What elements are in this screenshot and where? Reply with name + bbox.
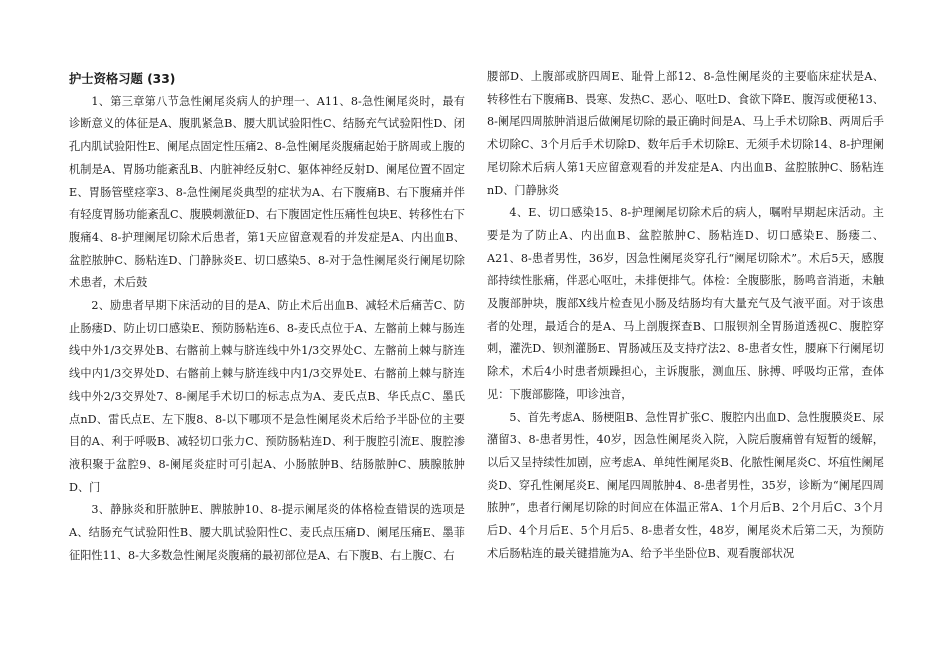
paragraph: 1、第三章第八节急性阑尾炎病人的护理一、A11、8-急性阑尾炎时，最有诊断意义的体征是A、腹肌紧急B、腰大肌试验阳性C、结肠充气试验阳性D、闭孔内肌试验阳性E、阑尾点固定性压痛2、8-急性阑尾炎腹痛起始于脐周或上腹的机制是A、胃肠功能紊乱B、内脏神经反射C、躯体神经反射D、阑尾位置不固定E、胃肠管壁痉挛3、8-急性阑尾炎典型的症状为A、右下腹痛B、右下腹痛并伴有轻度胃肠功能紊乱C、腹膜刺激征D、右下腹固定性压痛性包块E、转移性右下腹痛4、8-护理阑尾切除术后患者，第1天应留意观看的并发症是A、内出血B、盆腔脓肿C、肠粘连D、门静脉炎E、切口感染5、8-对于急性阑尾炎行阑尾切除术患者，术后鼓 bbox=[69, 94, 465, 290]
paragraph: 4、E、切口感染15、8-护理阑尾切除术后的病人，嘱咐早期起床活动。主要是为了防止A、内出血B、盆腔脓肿C、肠粘连D、切口感染E、肠瘘二、A21、8-患者男性，36岁，因急性阑尾炎穿孔行“阑尾切除术”。术后5天，感腹部持续性胀痛，伴恶心呕吐，未排便排气。体检：全腹膨胀，肠鸣音消逝，未触及腹部肿块，腹部X线片检查见小肠及结肠均有大量充气及气液平面。对于该患者的处理，最适合的是A、马上剖腹探查B、口服钡剂全胃肠道透视C、腹腔穿刺，灌洗D、钡剂灌肠E、胃肠减压及支持疗法2、8-患者女性，腰麻下行阑尾切除术，术后4小时患者烦躁担心，主诉腹胀，测血压、脉搏、呼吸均正常，查体见：下腹部膨隆，叩诊浊音， bbox=[487, 206, 884, 401]
paragraph: 5、首先考虑A、肠梗阻B、急性胃扩张C、腹腔内出血D、急性腹膜炎E、尿潴留3、8-患者男性，40岁，因急性阑尾炎入院，入院后腹痛曾有短暂的缓解，以后又呈持续性加剧，应考虑A、单纯性阑尾炎B、化脓性阑尾炎C、坏疽性阑尾炎D、穿孔性阑尾炎E、阑尾四周脓肿4、8-患者男性，35岁，诊断为“阑尾四周脓肿”，患者行阑尾切除的时间应在体温正常A、1个月后B、2个月后C、3个月后D、4个月后E、5个月后5、8-患者女性，48岁，阑尾炎术后第二天，为预防术后肠粘连的最关键措施为A、给予半坐卧位B、观看腹部状况 bbox=[487, 410, 884, 560]
paragraph: 2、励患者早期下床活动的目的是A、防止术后出血B、减轻术后痛苦C、防止肠瘘D、防止切口感染E、预防肠粘连6、8-麦氏点位于A、左髂前上棘与肠连线中外1/3交界处B、右髂前上棘与脐连线中外1/3交界处C、左髂前上棘与脐连线中内1/3交界处D、右髂前上棘与脐连线中内1/3交界处E、右髂前上棘与脐连线中外2/3交界处7、8-阑尾手术切口的标志点为A、麦氏点B、华氏点C、墨氏点nD、雷氏点E、左下腹8、8-以下哪项不是急性阑尾炎术后给予半卧位的主要目的A、利于呼吸B、减轻切口张力C、预防肠粘连D、利于腹腔引流E、腹腔渗液积聚于盆腔9、8-阑尾炎症时可引起A、小肠脓肿B、结肠脓肿C、胰腺脓肿D、门 bbox=[69, 299, 465, 494]
paragraph: 腰部D、上腹部或脐四周E、耻骨上部12、8-急性阑尾炎的主要临床症状是A、转移性右下腹痛B、畏寒、发热C、恶心、呕吐D、食欲下降E、腹泻或便秘13、8-阑尾四周脓肿消退后做阑尾切除的最正确时间是A、马上手术切除B、两周后手术切除C、3个月后手术切除D、数年后手术切除E、无须手术切除14、8-护理阑尾切除术后病人第1天应留意观看的并发症是A、内出血B、盆腔脓肿C、肠粘连nD、门静脉炎 bbox=[487, 70, 884, 197]
paragraph: 3、静脉炎和肝脓肿E、脾脓肿10、8-提示阑尾炎的体格检查错误的选项是A、结肠充气试验阳性B、腰大肌试验阳性C、麦氏点压痛D、阑尾压痛E、墨菲征阳性11、8-大多数急性阑尾炎腹痛的最初部位是A、右下腹B、右上腹C、右 bbox=[69, 503, 465, 562]
right-column bbox=[487, 66, 884, 565]
left-column bbox=[69, 66, 465, 567]
document-title: 护士资格习题 (33) bbox=[69, 72, 176, 86]
